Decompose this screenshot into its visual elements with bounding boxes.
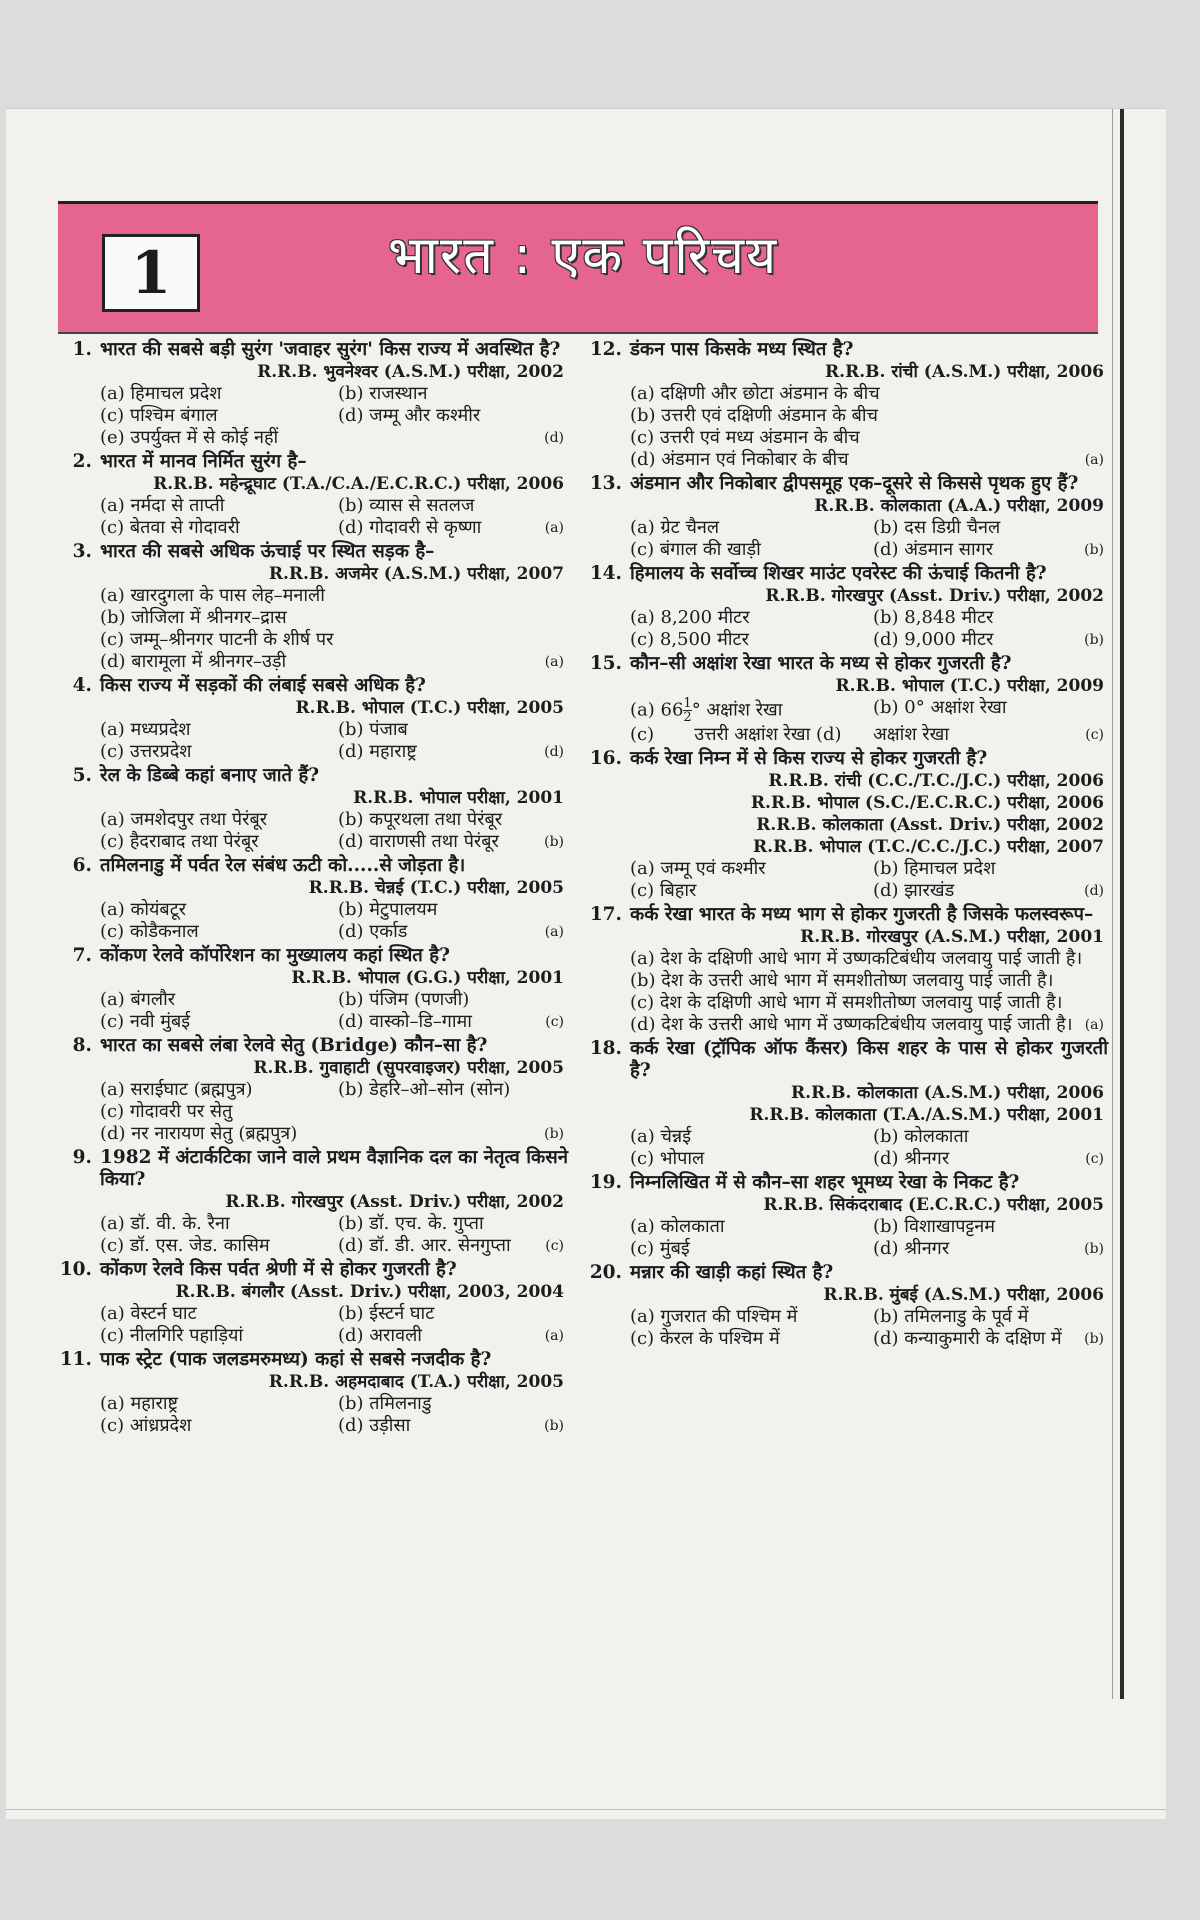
binding-line	[1112, 109, 1113, 1699]
question-number: 3.	[72, 541, 92, 562]
answer-key: (b)	[1084, 1241, 1104, 1257]
question-text: रेल के डिब्बे कहां बनाए जाते हैं?	[100, 765, 320, 786]
option: (c) कोडैकनाल	[100, 921, 199, 942]
left-column	[58, 339, 568, 1439]
option: (d) जम्मू और कश्मीर	[338, 405, 481, 426]
option: (a) हिमाचल प्रदेश	[100, 383, 222, 404]
option-suffix: ° अक्षांश रेखा	[691, 699, 783, 721]
question-text: कोंकण रेलवे किस पर्वत श्रेणी में से होकर गुजरती है?	[100, 1259, 457, 1280]
option	[338, 1101, 568, 1123]
question-number: 6.	[72, 855, 92, 876]
answer-key: (a)	[544, 654, 564, 670]
option: (b) व्यास से सतलज	[338, 495, 475, 516]
options-list	[58, 585, 568, 673]
options-list	[588, 383, 1108, 471]
options-list	[588, 1126, 1108, 1170]
question-item	[588, 1262, 1108, 1350]
option: (b) कपूरथला तथा पेरंबूर	[338, 809, 503, 830]
exam-source: R.R.B. भोपाल (G.G.) परीक्षा, 2001	[291, 968, 564, 988]
question-line	[58, 945, 568, 967]
question-item	[588, 473, 1108, 561]
option	[630, 697, 865, 724]
exam-source: R.R.B. मुंबई (A.S.M.) परीक्षा, 2006	[823, 1285, 1104, 1305]
chapter-banner	[58, 201, 1098, 334]
exam-source: R.R.B. कोलकाता (A.S.M.) परीक्षा, 2006	[791, 1083, 1104, 1103]
question-text: भारत की सबसे अधिक ऊंचाई पर स्थित सड़क है–	[100, 541, 435, 562]
question-line	[588, 1038, 1108, 1082]
option: (b) डेहरि–ओ–सोन (सोन)	[338, 1079, 511, 1100]
question-line	[58, 675, 568, 697]
option: (c) डॉ. एस. जेड. कासिम	[100, 1235, 270, 1256]
chapter-number: 1	[102, 234, 200, 312]
question-item	[58, 451, 568, 539]
answer-key: (b)	[544, 1126, 564, 1142]
exam-source: R.R.B. गोरखपुर (Asst. Driv.) परीक्षा, 2002	[225, 1192, 564, 1212]
options-list	[58, 1079, 568, 1145]
exam-source: R.R.B. भोपाल (T.C./C.C./J.C.) परीक्षा, 2007	[753, 837, 1104, 857]
question-number: 16.	[589, 748, 622, 769]
question-number: 11.	[59, 1349, 92, 1370]
question-item	[58, 675, 568, 763]
answer-key: (a)	[544, 520, 564, 536]
page-sheet	[6, 108, 1166, 1819]
question-item	[58, 945, 568, 1033]
option-prefix: (a) 66	[630, 699, 684, 721]
question-number: 18.	[589, 1038, 622, 1059]
question-number: 10.	[59, 1259, 92, 1280]
question-item	[58, 1349, 568, 1437]
option: (b) मेटुपालयम	[338, 899, 438, 920]
answer-key: (b)	[1084, 1331, 1104, 1347]
question-number: 14.	[589, 563, 622, 584]
question-line	[58, 765, 568, 787]
option: (a) चेन्नई	[630, 1126, 692, 1147]
question-line	[588, 1172, 1108, 1194]
options-list	[588, 1216, 1108, 1260]
exam-source: R.R.B. बंगलौर (Asst. Driv.) परीक्षा, 2003, 2004	[175, 1282, 564, 1302]
option: (c) पश्चिम बंगाल	[100, 405, 218, 426]
option: (c) उत्तरी एवं मध्य अंडमान के बीच	[630, 427, 860, 448]
question-text: पाक स्ट्रेट (पाक जलडमरुमध्य) कहां से सबसे नजदीक है?	[100, 1349, 492, 1370]
option: (c) मुंबई	[630, 1238, 690, 1259]
question-number: 4.	[72, 675, 92, 696]
option: (d) कन्याकुमारी के दक्षिण में	[873, 1328, 1062, 1349]
options-list	[588, 1306, 1108, 1350]
question-line	[58, 339, 568, 361]
exam-source: R.R.B. भोपाल परीक्षा, 2001	[353, 788, 564, 808]
question-item	[588, 1038, 1108, 1170]
option: (a) खारदुगला के पास लेह–मनाली	[100, 585, 325, 606]
option: (c) बिहार	[630, 880, 697, 901]
option: (b) ईस्टर्न घाट	[338, 1303, 435, 1324]
option: (a) दक्षिणी और छोटा अंडमान के बीच	[630, 383, 880, 404]
exam-source: R.R.B. भोपाल (S.C./E.C.R.C.) परीक्षा, 2006	[750, 793, 1104, 813]
exam-source: R.R.B. चेन्नई (T.C.) परीक्षा, 2005	[308, 878, 564, 898]
option: (a) डॉ. वी. के. रैना	[100, 1213, 230, 1234]
question-number: 5.	[72, 765, 92, 786]
option: (b) राजस्थान	[338, 383, 428, 404]
exam-source: R.R.B. भोपाल (T.C.) परीक्षा, 2005	[295, 698, 564, 718]
exam-source: R.R.B. अजमेर (A.S.M.) परीक्षा, 2007	[268, 564, 564, 584]
question-text: 1982 में अंटार्कटिका जाने वाले प्रथम वैज्ञानिक दल का नेतृत्व किसने किया?	[100, 1147, 568, 1190]
option: (a) बंगलौर	[100, 989, 176, 1010]
fraction-numerator: 1	[683, 696, 692, 711]
answer-key: (b)	[544, 1418, 564, 1434]
option: (d) वास्को–डि–गामा	[338, 1011, 472, 1032]
options-list	[588, 517, 1108, 561]
question-text: कर्क रेखा (ट्रॉपिक ऑफ कैंसर) किस शहर के पास से होकर गुजरती है?	[630, 1038, 1108, 1081]
option: (c) बंगाल की खाड़ी	[630, 539, 761, 560]
options-list	[58, 899, 568, 943]
exam-source: R.R.B. अहमदाबाद (T.A.) परीक्षा, 2005	[268, 1372, 564, 1392]
option: (d) बारामूला में श्रीनगर–उड़ी	[100, 651, 287, 672]
option: (a) नर्मदा से ताप्ती	[100, 495, 225, 516]
exam-source: R.R.B. कोलकाता (Asst. Driv.) परीक्षा, 2002	[756, 815, 1104, 835]
option: (d) गोदावरी से कृष्णा	[338, 517, 482, 538]
option: (d) वाराणसी तथा पेरंबूर	[338, 831, 499, 852]
answer-key: (d)	[1084, 883, 1104, 899]
option: (b) 8,848 मीटर	[873, 607, 994, 628]
question-line	[58, 541, 568, 563]
question-item	[58, 765, 568, 853]
question-number: 13.	[589, 473, 622, 494]
option: (b) कोलकाता	[873, 1126, 969, 1147]
option: (d) श्रीनगर	[873, 1238, 950, 1259]
option: (b) डॉ. एच. के. गुप्ता	[338, 1213, 484, 1234]
option: (a) मध्यप्रदेश	[100, 719, 191, 740]
question-text: तमिलनाडु में पर्वत रेल संबंध ऊटी को.....से जोड़ता है।	[100, 855, 466, 876]
option: (d) देश के उत्तरी आधे भाग में उष्णकटिबंधीय जलवायु पाई जाती है।	[630, 1014, 1073, 1035]
exam-source: R.R.B. गोरखपुर (A.S.M.) परीक्षा, 2001	[800, 927, 1104, 947]
exam-source: R.R.B. गोरखपुर (Asst. Driv.) परीक्षा, 2002	[765, 586, 1104, 606]
option: (d) एर्काड	[338, 921, 408, 942]
right-column	[588, 339, 1108, 1352]
option: (c) नवी मुंबई	[100, 1011, 191, 1032]
option: (a) सराईघाट (ब्रह्मपुत्र)	[100, 1079, 253, 1100]
option: (e) उपर्युक्त में से कोई नहीं	[100, 427, 279, 448]
option: (b) दस डिग्री चैनल	[873, 517, 1001, 538]
option: (d) अंडमान एवं निकोबार के बीच	[630, 449, 849, 470]
answer-key: (d)	[544, 430, 564, 446]
fraction-denominator: 2	[683, 710, 692, 725]
option: (b) तमिलनाडु	[338, 1393, 432, 1414]
option: (b) हिमाचल प्रदेश	[873, 858, 996, 879]
question-item	[58, 1259, 568, 1347]
answer-key: (b)	[1084, 542, 1104, 558]
option: (a) कोलकाता	[630, 1216, 725, 1237]
question-item	[588, 563, 1108, 651]
question-text: कर्क रेखा निम्न में से किस राज्य से होकर गुजरती है?	[630, 748, 988, 769]
option: (c) उत्तरप्रदेश	[100, 741, 192, 762]
option: (a) महाराष्ट्र	[100, 1393, 179, 1414]
option: (a) जम्मू एवं कश्मीर	[630, 858, 766, 879]
question-number: 12.	[589, 339, 622, 360]
options-list	[588, 858, 1108, 902]
option: (d) अरावली	[338, 1325, 422, 1346]
option: (a) देश के दक्षिणी आधे भाग में उष्णकटिबंधीय जलवायु पाई जाती है।	[630, 948, 1083, 969]
option: (c) 8,500 मीटर	[630, 629, 749, 650]
option: (d) 9,000 मीटर	[873, 629, 994, 650]
question-text: भारत का सबसे लंबा रेलवे सेतु (Bridge) कौन–सा है?	[100, 1035, 488, 1056]
option: (c) आंध्रप्रदेश	[100, 1415, 192, 1436]
binding-edge	[1120, 109, 1124, 1699]
question-text: अंडमान और निकोबार द्वीपसमूह एक–दूसरे से किससे पृथक हुए हैं?	[630, 473, 1079, 494]
question-text: हिमालय के सर्वोच्च शिखर माउंट एवरेस्ट की ऊंचाई कितनी है?	[630, 563, 1047, 584]
option: (d) डॉ. डी. आर. सेनगुप्ता	[338, 1235, 511, 1256]
exam-source: R.R.B. सिकंदराबाद (E.C.R.C.) परीक्षा, 2005	[763, 1195, 1104, 1215]
option: (c) भोपाल	[630, 1148, 705, 1169]
option: (b) 0° अक्षांश रेखा	[873, 697, 1007, 718]
options-list	[58, 1213, 568, 1257]
exam-source: R.R.B. गुवाहाटी (सुपरवाइजर) परीक्षा, 2005	[253, 1058, 564, 1078]
exam-source: R.R.B. महेन्द्रूघाट (T.A./C.A./E.C.R.C.) परीक्षा, 2006	[153, 474, 564, 494]
answer-key: (c)	[545, 1238, 564, 1254]
options-list	[58, 719, 568, 763]
question-number: 7.	[72, 945, 92, 966]
option: (c) जम्मू–श्रीनगर पाटनी के शीर्ष पर	[100, 629, 334, 650]
option: (a) कोयंबटूर	[100, 899, 187, 920]
answer-key: (a)	[544, 924, 564, 940]
option: (d) नर नारायण सेतु (ब्रह्मपुत्र)	[100, 1123, 298, 1144]
question-line	[58, 1349, 568, 1371]
option	[630, 724, 865, 746]
option: अक्षांश रेखा	[873, 724, 950, 745]
option: (b) तमिलनाडु के पूर्व में	[873, 1306, 1029, 1327]
question-text: डंकन पास किसके मध्य स्थित है?	[630, 339, 854, 360]
option: (a) गुजरात की पश्चिम में	[630, 1306, 798, 1327]
option: (b) देश के उत्तरी आधे भाग में समशीतोष्ण जलवायु पाई जाती है।	[630, 970, 1054, 991]
exam-source: R.R.B. रांची (C.C./T.C./J.C.) परीक्षा, 2006	[768, 771, 1104, 791]
question-line	[588, 904, 1108, 926]
option: (d) उड़ीसा	[338, 1415, 411, 1436]
chapter-title: भारत : एक परिचय	[388, 226, 779, 286]
option: (d) महाराष्ट्र	[338, 741, 417, 762]
question-number: 1.	[72, 339, 92, 360]
question-text: निम्नलिखित में से कौन–सा शहर भूमध्य रेखा के निकट है?	[630, 1172, 1020, 1193]
option: (b) पंजाब	[338, 719, 408, 740]
option: (b) जोजिला में श्रीनगर–द्रास	[100, 607, 287, 628]
options-list	[588, 697, 1108, 746]
option: (c) बेतवा से गोदावरी	[100, 517, 240, 538]
option	[338, 1123, 568, 1145]
question-line	[588, 473, 1108, 495]
question-line	[588, 563, 1108, 585]
question-number: 9.	[72, 1147, 92, 1168]
question-line	[58, 1147, 568, 1191]
answer-key: (c)	[1085, 727, 1104, 743]
question-text: कर्क रेखा भारत के मध्य भाग से होकर गुजरती है जिसके फलस्वरूप–	[630, 904, 1094, 925]
answer-key: (b)	[544, 834, 564, 850]
options-list	[588, 607, 1108, 651]
option: (b) उत्तरी एवं दक्षिणी अंडमान के बीच	[630, 405, 878, 426]
question-item	[58, 1147, 568, 1257]
options-list	[58, 1393, 568, 1437]
question-number: 15.	[589, 653, 622, 674]
question-text: कौन–सी अक्षांश रेखा भारत के मध्य से होकर गुजरती है?	[630, 653, 1012, 674]
question-line	[588, 748, 1108, 770]
question-line	[58, 1035, 568, 1057]
option: (d) अंडमान सागर	[873, 539, 994, 560]
option: (b) विशाखापट्टनम	[873, 1216, 996, 1237]
answer-key: (c)	[545, 1014, 564, 1030]
option: (c) केरल के पश्चिम में	[630, 1328, 780, 1349]
options-list	[58, 989, 568, 1033]
page-bottom-line	[6, 1809, 1166, 1810]
fraction	[683, 697, 691, 724]
question-line	[58, 1259, 568, 1281]
options-list	[588, 948, 1108, 1036]
option: (c) हैदराबाद तथा पेरंबूर	[100, 831, 259, 852]
options-list	[58, 1303, 568, 1347]
question-line	[588, 1262, 1108, 1284]
question-text: भारत में मानव निर्मित सुरंग है–	[100, 451, 307, 472]
question-text: मन्नार की खाड़ी कहां स्थित है?	[630, 1262, 834, 1283]
question-line	[58, 855, 568, 877]
answer-key: (b)	[1084, 632, 1104, 648]
question-text: कोंकण रेलवे कॉर्पोरेशन का मुख्यालय कहां स्थित है?	[100, 945, 450, 966]
exam-source: R.R.B. रांची (A.S.M.) परीक्षा, 2006	[825, 362, 1104, 382]
options-list	[58, 383, 568, 449]
option: (c) नीलगिरि पहाड़ियां	[100, 1325, 244, 1346]
question-line	[58, 451, 568, 473]
answer-key: (c)	[1085, 1151, 1104, 1167]
question-item	[588, 904, 1108, 1036]
option: (d) झारखंड	[873, 880, 955, 901]
exam-source: R.R.B. कोलकाता (A.A.) परीक्षा, 2009	[814, 496, 1104, 516]
question-number: 19.	[589, 1172, 622, 1193]
exam-source: R.R.B. भुवनेश्वर (A.S.M.) परीक्षा, 2002	[257, 362, 564, 382]
answer-key: (d)	[544, 744, 564, 760]
option-label: (c)	[630, 724, 655, 745]
question-item	[588, 339, 1108, 471]
question-item	[58, 855, 568, 943]
question-item	[588, 653, 1108, 746]
question-text: किस राज्य में सड़कों की लंबाई सबसे अधिक है?	[100, 675, 426, 696]
question-item	[58, 541, 568, 673]
question-line	[588, 339, 1108, 361]
option: (a) वेस्टर्न घाट	[100, 1303, 197, 1324]
question-item	[58, 1035, 568, 1145]
option: (b) पंजिम (पणजी)	[338, 989, 470, 1010]
answer-key: (a)	[1084, 1017, 1104, 1033]
exam-source: R.R.B. कोलकाता (T.A./A.S.M.) परीक्षा, 2001	[749, 1105, 1104, 1125]
question-item	[58, 339, 568, 449]
option: (a) जमशेदपुर तथा पेरंबूर	[100, 809, 268, 830]
question-number: 2.	[72, 451, 92, 472]
question-line	[588, 653, 1108, 675]
question-number: 20.	[589, 1262, 622, 1283]
answer-key: (a)	[1084, 452, 1104, 468]
exam-source: R.R.B. भोपाल (T.C.) परीक्षा, 2009	[835, 676, 1104, 696]
answer-key: (a)	[544, 1328, 564, 1344]
question-item	[588, 1172, 1108, 1260]
option: (c) गोदावरी पर सेतु	[100, 1101, 233, 1122]
question-number: 8.	[72, 1035, 92, 1056]
option: (d) श्रीनगर	[873, 1148, 950, 1169]
option: (c) देश के दक्षिणी आधे भाग में समशीतोष्ण जलवायु पाई जाती है।	[630, 992, 1063, 1013]
question-item	[588, 748, 1108, 902]
option: (a) ग्रेट चैनल	[630, 517, 720, 538]
question-number: 17.	[589, 904, 622, 925]
option: (a) 8,200 मीटर	[630, 607, 750, 628]
option-text: उत्तरी अक्षांश रेखा (d)	[694, 724, 842, 745]
question-text: भारत की सबसे बड़ी सुरंग 'जवाहर सुरंग' किस राज्य में अवस्थित है?	[100, 339, 561, 360]
options-list	[58, 495, 568, 539]
options-list	[58, 809, 568, 853]
